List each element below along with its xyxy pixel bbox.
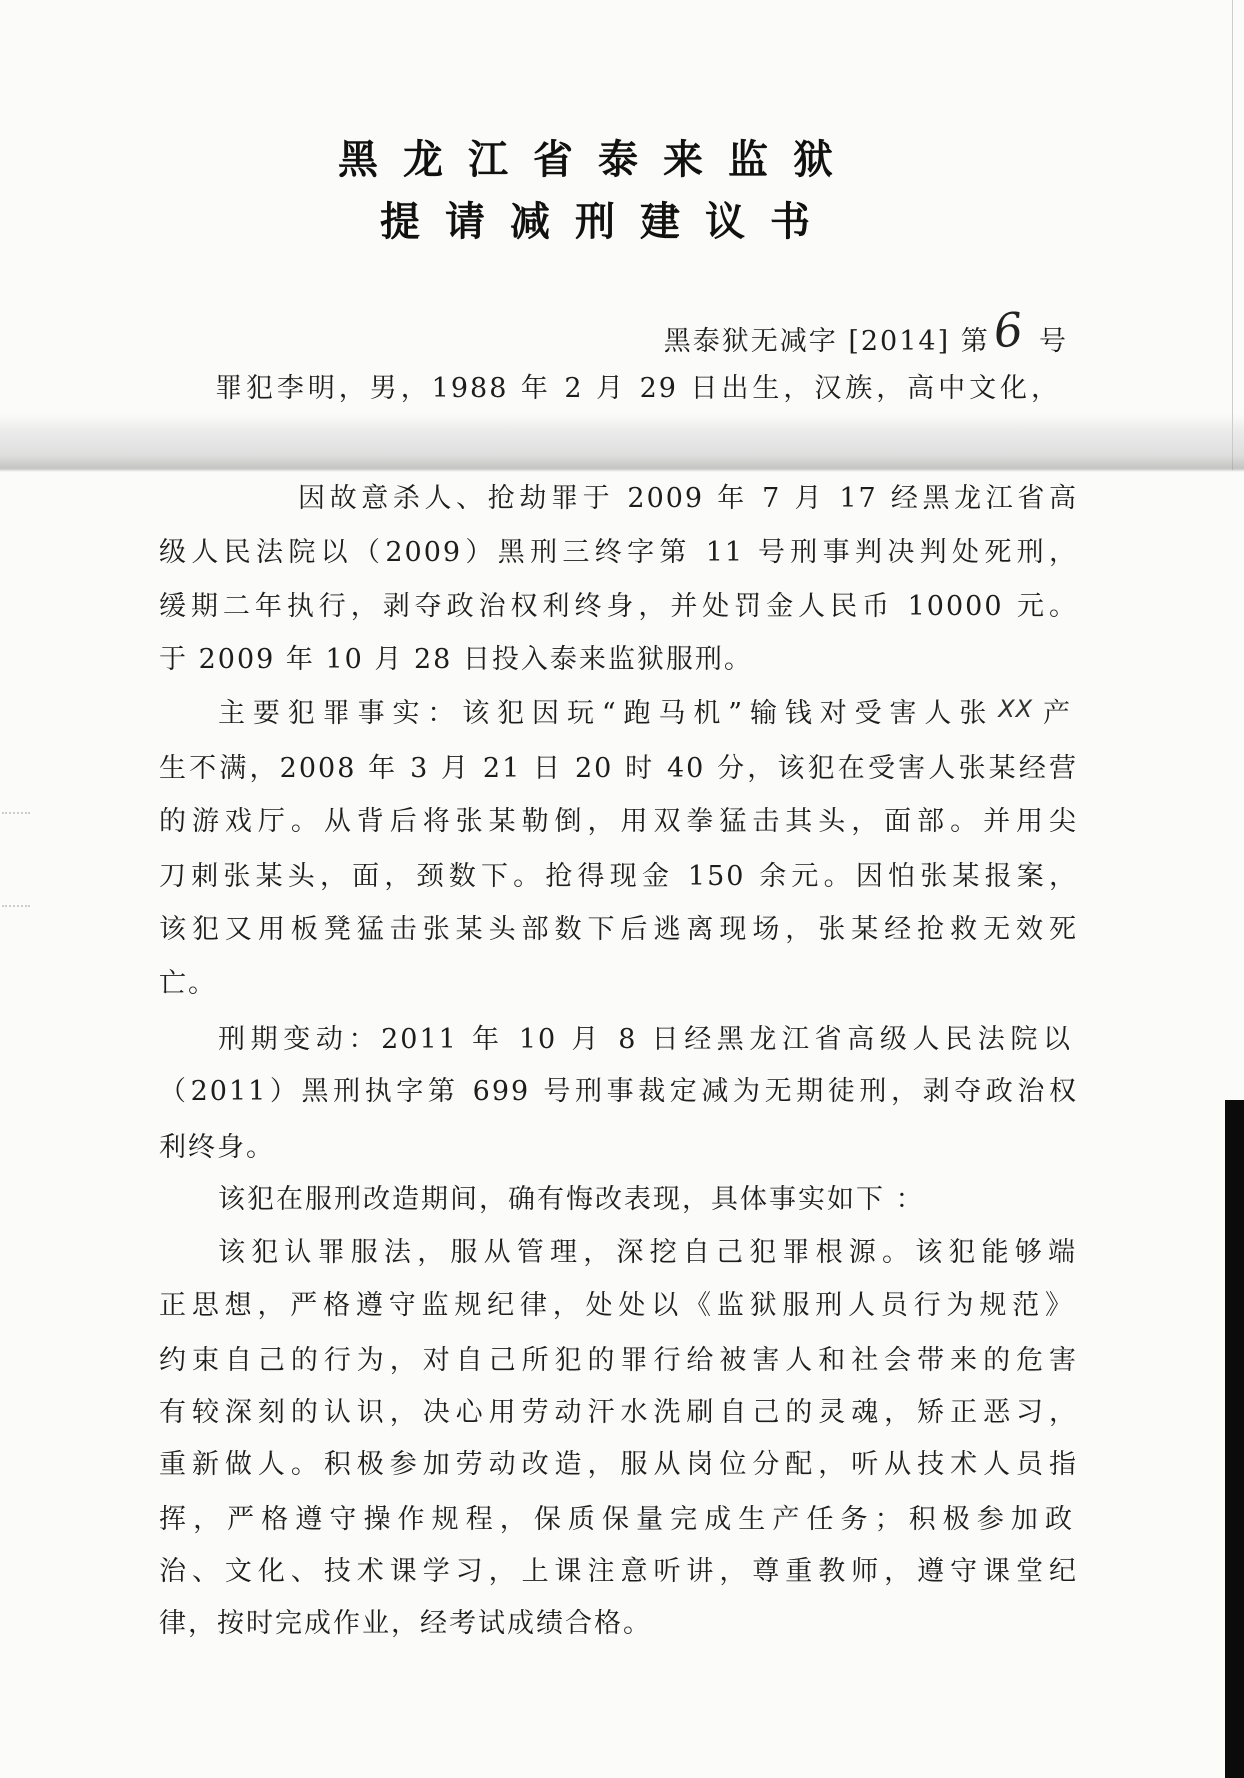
body-line: 亡。 (159, 968, 217, 999)
body-line: 因故意杀人、抢劫罪于 2009 年 7 月 17 经黑龙江省高 (298, 483, 1078, 514)
scan-noise-mark (2, 812, 30, 814)
body-line: 该犯又用板凳猛击张某头部数下后逃离现场，张某经抢救无效死 (159, 914, 1078, 945)
body-line: 约束自己的行为，对自己所犯的罪行给被害人和社会带来的危害 (159, 1345, 1078, 1376)
body-line: 正思想，严格遵守监规纪律，处处以《监狱服刑人员行为规范》 (159, 1290, 1074, 1321)
body-line: 刀刺张某头，面，颈数下。抢得现金 150 余元。因怕张某报案， (159, 861, 1078, 892)
body-line: 该犯认罪服法，服从管理，深挖自己犯罪根源。该犯能够端 (218, 1237, 1077, 1268)
scan-edge-shadow (1225, 1100, 1244, 1778)
document-number (663, 301, 1068, 364)
body-line: 级人民法院以（2009）黑刑三终字第 11 号刑事判决判处死刑， (159, 537, 1078, 568)
body-line: 刑期变动：2011 年 10 月 8 日经黑龙江省高级人民法院以 (218, 1024, 1072, 1055)
body-line: 重新做人。积极参加劳动改造，服从岗位分配，听从技术人员指 (159, 1449, 1078, 1480)
document-number-prefix: 黑泰狱无减字 [2014] 第 (663, 326, 990, 357)
body-line-text: 产 (1037, 698, 1072, 729)
scan-edge-line (1232, 0, 1233, 470)
scan-noise-mark (2, 905, 30, 907)
body-line: 的游戏厅。从背后将张某勒倒，用双拳猛击其头，面部。并用尖 (159, 806, 1078, 837)
handwritten-victim-name: XX (998, 697, 1034, 723)
body-line (218, 697, 1072, 731)
body-line: 罪犯李明，男，1988 年 2 月 29 日出生，汉族，高中文化， (215, 373, 1060, 404)
document-number-suffix: 号 (1039, 326, 1068, 357)
document-title-line2: 提请减刑建议书 (380, 198, 835, 245)
scan-fold-band (0, 414, 1244, 472)
body-line: 该犯在服刑改造期间，确有悔改表现，具体事实如下 ： (218, 1184, 925, 1215)
document-title-line1: 黑龙江省泰来监狱 (338, 136, 858, 183)
body-line: （2011）黑刑执字第 699 号刑事裁定减为无期徒刑，剥夺政治权 (159, 1076, 1078, 1107)
body-line: 缓期二年执行，剥夺政治权利终身，并处罚金人民币 10000 元。 (159, 591, 1078, 622)
body-line-text: 主要犯罪事实：该犯因玩“跑马机”输钱对受害人张 (218, 698, 995, 729)
body-line: 律，按时完成作业，经考试成绩合格。 (159, 1608, 652, 1639)
body-line: 挥，严格遵守操作规程，保质保量完成生产任务；积极参加政 (159, 1504, 1074, 1535)
body-line: 有较深刻的认识，决心用劳动汗水洗刷自己的灵魂，矫正恶习， (159, 1397, 1078, 1428)
body-line: 治、文化、技术课学习，上课注意听讲，尊重教师，遵守课堂纪 (159, 1556, 1078, 1587)
handwritten-document-number: 6 (990, 301, 1028, 359)
body-line: 生不满，2008 年 3 月 21 日 20 时 40 分，该犯在受害人张某经营 (159, 753, 1078, 784)
body-line: 于 2009 年 10 月 28 日投入泰来监狱服刑。 (159, 644, 753, 675)
body-line: 利终身。 (159, 1132, 275, 1163)
